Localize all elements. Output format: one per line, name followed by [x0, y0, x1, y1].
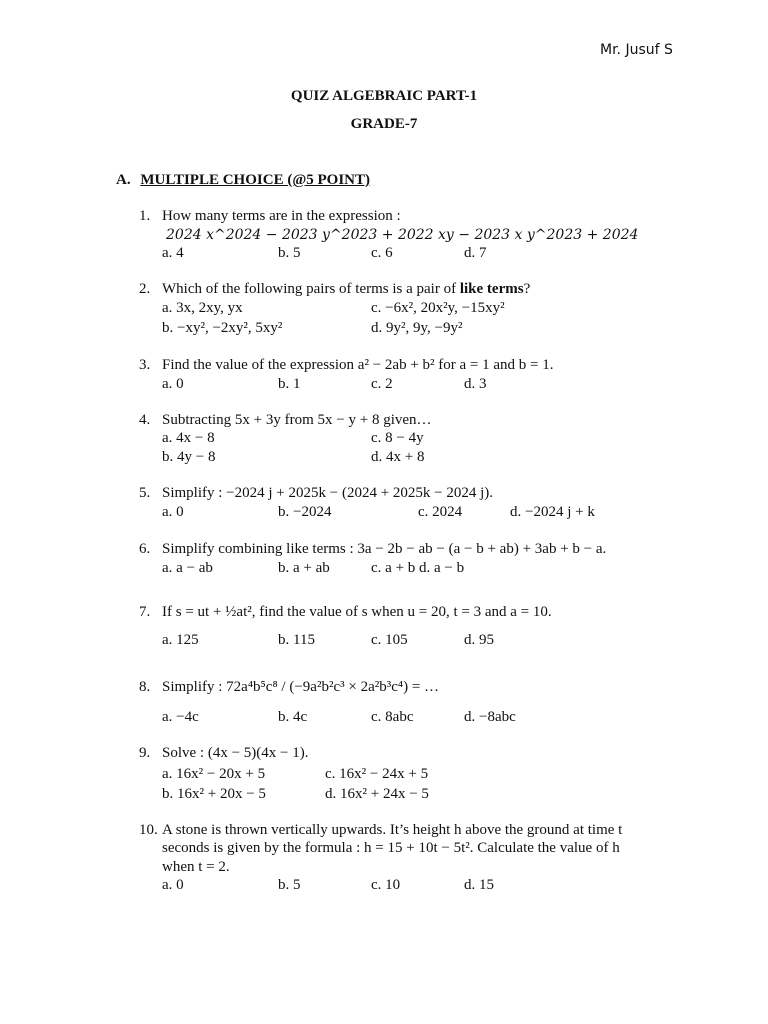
author-name: Mr. Jusuf S — [600, 42, 673, 58]
section-heading — [116, 172, 370, 189]
text-post: ? — [523, 281, 531, 297]
option-b[interactable]: b. −xy², −2xy², 5xy² — [162, 320, 283, 336]
question-number: 8. — [139, 679, 151, 695]
option-a[interactable]: a. 16x² − 20x + 5 — [162, 766, 266, 782]
option-a[interactable]: a. 0 — [162, 504, 184, 520]
option-b[interactable]: b. 5 — [278, 245, 301, 261]
question-text-line-3: when t = 2. — [162, 859, 230, 875]
option-c[interactable]: c. 2 — [371, 376, 393, 392]
question-number: 5. — [139, 485, 151, 501]
expression: 2024 x^2024 − 2023 y^2023 + 2022 xy − 2023 x y^2023 + 2024 — [166, 227, 639, 243]
option-c[interactable]: c. 8 − 4y — [371, 430, 424, 446]
option-b[interactable]: b. 115 — [278, 632, 315, 648]
text-pre: Which of the following pairs of terms is a pair of — [162, 281, 460, 297]
option-a[interactable]: a. 0 — [162, 877, 184, 893]
question-text-line-1: A stone is thrown vertically upwards. It’s height h above the ground at time t — [162, 822, 623, 838]
question-number: 9. — [139, 745, 151, 761]
option-a[interactable]: a. a − ab — [162, 560, 213, 576]
option-d[interactable]: d. 7 — [464, 245, 487, 261]
question-number: 7. — [139, 604, 151, 620]
question-number: 10. — [139, 822, 158, 838]
option-b[interactable]: b. 4y − 8 — [162, 449, 216, 465]
quiz-title: QUIZ ALGEBRAIC PART-1 — [290, 88, 478, 104]
question-number: 3. — [139, 357, 151, 373]
option-b[interactable]: b. 5 — [278, 877, 301, 893]
question-text-line-2: seconds is given by the formula : h = 15 + 10t − 5t². Calculate the value of h — [162, 840, 620, 856]
question-text: Solve : (4x − 5)(4x − 1). — [162, 745, 309, 761]
option-b[interactable]: b. −2024 — [278, 504, 332, 520]
option-a[interactable]: a. −4c — [162, 709, 199, 725]
option-c[interactable]: c. 8abc — [371, 709, 414, 725]
option-b[interactable]: b. 16x² + 20x − 5 — [162, 786, 266, 802]
section-name: MULTIPLE CHOICE (@5 POINT) — [140, 172, 371, 188]
option-a[interactable]: a. 125 — [162, 632, 199, 648]
question-text: Simplify : −2024 j + 2025k − (2024 + 2025k − 2024 j). — [162, 485, 494, 501]
option-a[interactable]: a. 0 — [162, 376, 184, 392]
question-text: Simplify : 72a⁴b⁵c⁸ / (−9a²b²c³ × 2a²b³c⁴) = … — [162, 679, 440, 695]
question-number: 4. — [139, 412, 151, 428]
option-c[interactable]: c. 16x² − 24x + 5 — [325, 766, 429, 782]
option-c[interactable]: c. −6x², 20x²y, −15xy² — [371, 300, 505, 316]
option-d[interactable]: d. 3 — [464, 376, 487, 392]
option-a[interactable]: a. 4x − 8 — [162, 430, 215, 446]
question-text — [162, 281, 530, 298]
question-text: Simplify combining like terms : 3a − 2b − ab − (a − b + ab) + 3ab + b − a. — [162, 541, 607, 557]
option-b[interactable]: b. a + ab — [278, 560, 330, 576]
text-bold: like terms — [459, 281, 524, 297]
question-number: 2. — [139, 281, 151, 297]
question-text: Subtracting 5x + 3y from 5x − y + 8 given… — [162, 412, 432, 428]
option-b[interactable]: b. 4c — [278, 709, 308, 725]
option-d[interactable]: d. 9y², 9y, −9y² — [371, 320, 463, 336]
question-number: 1. — [139, 208, 151, 224]
option-d[interactable]: d. −2024 j + k — [510, 504, 595, 520]
question-text: Find the value of the expression a² − 2ab + b² for a = 1 and b = 1. — [162, 357, 554, 373]
option-c[interactable]: c. 2024 — [418, 504, 463, 520]
question-number: 6. — [139, 541, 151, 557]
question-text: How many terms are in the expression : — [162, 208, 401, 224]
option-c[interactable]: c. 10 — [371, 877, 401, 893]
option-c[interactable]: c. 6 — [371, 245, 393, 261]
option-d[interactable]: d. 4x + 8 — [371, 449, 425, 465]
grade-title: GRADE-7 — [350, 116, 418, 132]
option-c[interactable]: c. 105 — [371, 632, 408, 648]
option-d[interactable]: d. 95 — [464, 632, 494, 648]
option-b[interactable]: b. 1 — [278, 376, 301, 392]
option-d[interactable]: d. 15 — [464, 877, 494, 893]
question-text: If s = ut + ½at², find the value of s when u = 20, t = 3 and a = 10. — [162, 604, 552, 620]
option-d[interactable]: d. −8abc — [464, 709, 516, 725]
option-a[interactable]: a. 3x, 2xy, yx — [162, 300, 243, 316]
option-d[interactable]: d. 16x² + 24x − 5 — [325, 786, 429, 802]
option-c-d[interactable]: c. a + b d. a − b — [371, 560, 465, 576]
option-a[interactable]: a. 4 — [162, 245, 184, 261]
section-letter: A. — [116, 172, 131, 188]
